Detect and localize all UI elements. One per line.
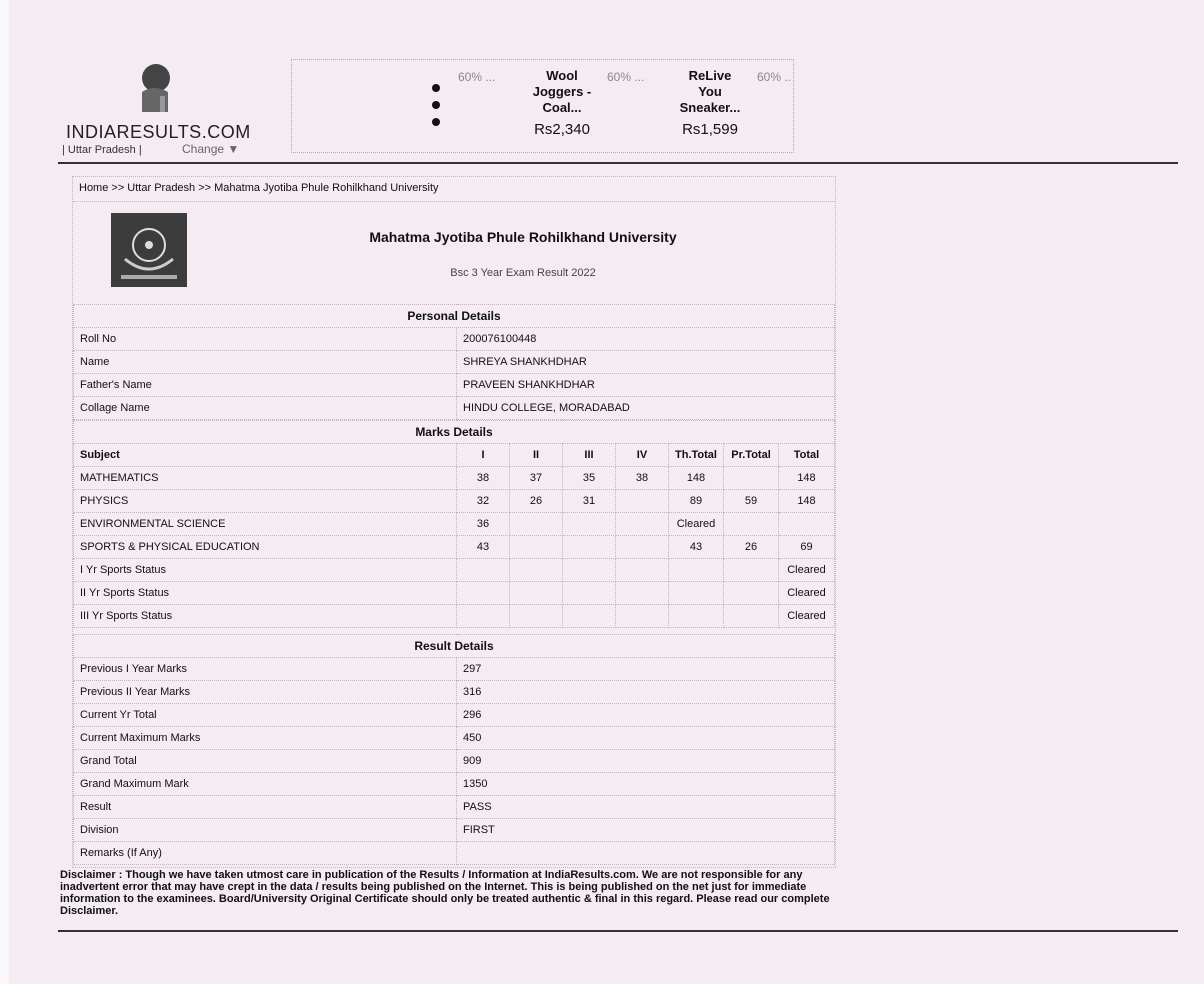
table-row: I Yr Sports Status Cleared xyxy=(74,559,835,582)
college-name-value: HINDU COLLEGE, MORADABAD xyxy=(457,397,835,420)
table-row: Division FIRST xyxy=(74,819,835,842)
logo-head-icon xyxy=(134,62,174,112)
table-row: Grand Total 909 xyxy=(74,750,835,773)
ad-price-1: Rs2,340 xyxy=(534,121,590,138)
result-inner xyxy=(73,201,835,202)
ad-discount-1: 60% ... xyxy=(458,70,496,84)
ad-discount-3: 60% .. xyxy=(757,70,792,84)
result-details-heading: Result Details xyxy=(74,635,835,658)
personal-details-table xyxy=(73,304,835,420)
disclaimer-text: Disclaimer : Though we have taken utmost care in publication of the Results / Information at IndiaResults.com. We are not responsible for any inadvertent error that may have crept in the data / results being published on the Internet. This is being published on the net just for immediate information to the examinees. Board/University Original Certificate should only be treated authentic & final in this regard. Please read our complete Disclaimer. xyxy=(60,869,830,917)
change-state-link[interactable]: Change ▼ xyxy=(182,142,240,156)
remarks-value xyxy=(457,842,835,865)
ad-discount-2: 60% ... xyxy=(607,70,645,84)
table-row: Previous I Year Marks 297 xyxy=(74,658,835,681)
table-row: Roll No 200076100448 xyxy=(74,328,835,351)
result-details-table xyxy=(73,634,835,865)
exam-title: Bsc 3 Year Exam Result 2022 xyxy=(450,267,596,279)
table-row: Result PASS xyxy=(74,796,835,819)
marks-details-table xyxy=(73,420,835,628)
table-row: ENVIRONMENTAL SCIENCE 36 Cleared xyxy=(74,513,835,536)
result-panel xyxy=(72,176,836,868)
table-row: MATHEMATICS 38 37 35 38 148 148 xyxy=(74,467,835,490)
header-divider xyxy=(58,162,1178,164)
table-row: Current Yr Total 296 xyxy=(74,704,835,727)
table-row: Grand Maximum Mark 1350 xyxy=(74,773,835,796)
table-row: II Yr Sports Status Cleared xyxy=(74,582,835,605)
ad-banner[interactable] xyxy=(291,59,794,153)
logo-text: INDIARESULTS.COM xyxy=(66,122,251,142)
table-row: Father's Name PRAVEEN SHANKHDHAR xyxy=(74,374,835,397)
state-label: | Uttar Pradesh | xyxy=(62,144,142,156)
scan-edge xyxy=(0,0,9,984)
table-row: SPORTS & PHYSICAL EDUCATION 43 43 26 69 xyxy=(74,536,835,559)
table-row: Current Maximum Marks 450 xyxy=(74,727,835,750)
roll-no-value: 200076100448 xyxy=(457,328,835,351)
marks-details-heading: Marks Details xyxy=(74,421,835,444)
carousel-dot[interactable] xyxy=(432,118,440,126)
table-row: Name SHREYA SHANKHDHAR xyxy=(74,351,835,374)
ad-price-2: Rs1,599 xyxy=(682,121,738,138)
name-value: SHREYA SHANKHDHAR xyxy=(457,351,835,374)
table-row: Remarks (If Any) xyxy=(74,842,835,865)
marks-header-row: Subject I II III IV Th.Total Pr.Total Total xyxy=(74,444,835,467)
division-value: FIRST xyxy=(457,819,835,842)
result-value: PASS xyxy=(457,796,835,819)
carousel-dot[interactable] xyxy=(432,84,440,92)
footer-divider xyxy=(58,930,1178,932)
breadcrumb[interactable]: Home >> Uttar Pradesh >> Mahatma Jyotiba Phule Rohilkhand University xyxy=(79,182,439,194)
carousel-dot[interactable] xyxy=(432,101,440,109)
table-row: Collage Name HINDU COLLEGE, MORADABAD xyxy=(74,397,835,420)
father-name-value: PRAVEEN SHANKHDHAR xyxy=(457,374,835,397)
ad-product-1[interactable]: Wool Joggers - Coal... xyxy=(532,68,592,115)
table-row: III Yr Sports Status Cleared xyxy=(74,605,835,628)
table-row: PHYSICS 32 26 31 89 59 148 xyxy=(74,490,835,513)
personal-details-heading: Personal Details xyxy=(74,305,835,328)
ad-product-2[interactable]: ReLive You Sneaker... xyxy=(679,68,741,115)
site-logo[interactable] xyxy=(62,60,262,160)
carousel-dots[interactable] xyxy=(432,84,440,135)
university-name: Mahatma Jyotiba Phule Rohilkhand University xyxy=(369,229,677,245)
table-row: Previous II Year Marks 316 xyxy=(74,681,835,704)
